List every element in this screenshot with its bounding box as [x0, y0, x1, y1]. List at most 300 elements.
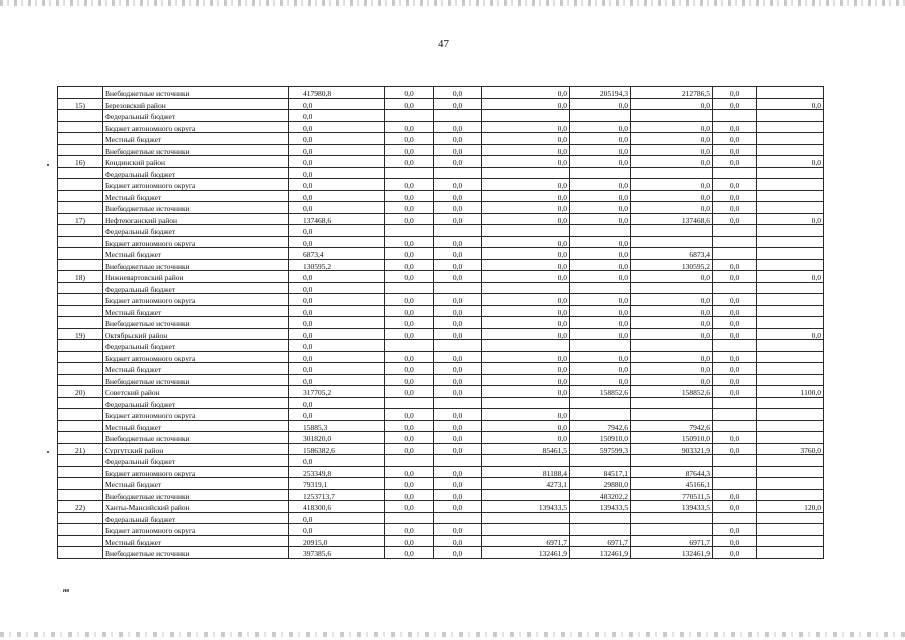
value-cell: [757, 420, 824, 432]
table-row: [58, 213, 824, 225]
value-cell: 0,0: [713, 121, 757, 133]
value-cell: 0,0: [289, 271, 385, 283]
value-cell: 597599,3: [570, 443, 631, 455]
value-cell: 0,0: [385, 547, 434, 559]
value-cell: 158852,6: [631, 386, 713, 398]
value-cell: 0,0: [713, 98, 757, 110]
value-cell: 0,0: [289, 282, 385, 294]
value-cell: [713, 512, 757, 524]
value-cell: 0,0: [570, 144, 631, 156]
value-cell: [631, 397, 713, 409]
value-cell: [631, 236, 713, 248]
row-name-cell: Бюджет автономного округа: [103, 294, 289, 306]
value-cell: [757, 294, 824, 306]
row-number-cell: 22): [58, 501, 103, 513]
row-number-cell: [58, 190, 103, 202]
value-cell: 0,0: [385, 179, 434, 191]
value-cell: 0,0: [385, 317, 434, 329]
value-cell: 0,0: [757, 156, 824, 168]
value-cell: [385, 397, 434, 409]
table-row: [58, 328, 824, 340]
value-cell: [570, 225, 631, 237]
value-cell: 0,0: [385, 87, 434, 99]
value-cell: [482, 489, 570, 501]
value-cell: 0,0: [570, 271, 631, 283]
value-cell: [482, 110, 570, 122]
row-name-cell: Местный бюджет: [103, 248, 289, 260]
table-row: [58, 225, 824, 237]
value-cell: 0,0: [385, 420, 434, 432]
value-cell: 0,0: [385, 248, 434, 260]
value-cell: 0,0: [289, 351, 385, 363]
row-name-cell: Федеральный бюджет: [103, 225, 289, 237]
row-number-cell: [58, 351, 103, 363]
value-cell: 0,0: [482, 305, 570, 317]
row-number-cell: 19): [58, 328, 103, 340]
row-number-cell: [58, 397, 103, 409]
value-cell: 85461,5: [482, 443, 570, 455]
value-cell: [713, 340, 757, 352]
value-cell: 0,0: [434, 501, 482, 513]
value-cell: 1253713,7: [289, 489, 385, 501]
value-cell: [713, 248, 757, 260]
row-number-cell: [58, 294, 103, 306]
value-cell: 0,0: [289, 374, 385, 386]
value-cell: 205194,3: [570, 87, 631, 99]
value-cell: 0,0: [482, 179, 570, 191]
value-cell: 0,0: [385, 535, 434, 547]
value-cell: 0,0: [757, 328, 824, 340]
value-cell: 0,0: [570, 213, 631, 225]
row-number-cell: [58, 179, 103, 191]
value-cell: [385, 225, 434, 237]
value-cell: [482, 455, 570, 467]
value-cell: [434, 340, 482, 352]
value-cell: 0,0: [713, 294, 757, 306]
value-cell: 0,0: [434, 248, 482, 260]
value-cell: 0,0: [713, 213, 757, 225]
value-cell: 0,0: [434, 87, 482, 99]
value-cell: 81188,4: [482, 466, 570, 478]
value-cell: 0,0: [482, 271, 570, 283]
value-cell: 0,0: [434, 202, 482, 214]
value-cell: 0,0: [713, 374, 757, 386]
value-cell: 6971,7: [570, 535, 631, 547]
value-cell: 0,0: [434, 144, 482, 156]
row-number-cell: [58, 420, 103, 432]
row-number-cell: [58, 409, 103, 421]
value-cell: 0,0: [385, 443, 434, 455]
row-number-cell: [58, 317, 103, 329]
row-name-cell: Местный бюджет: [103, 190, 289, 202]
value-cell: 770511,5: [631, 489, 713, 501]
row-name-cell: Внебюджетные источники: [103, 144, 289, 156]
value-cell: [713, 236, 757, 248]
value-cell: [757, 489, 824, 501]
value-cell: 158852,6: [570, 386, 631, 398]
value-cell: 0,0: [713, 305, 757, 317]
table-row: [58, 202, 824, 214]
value-cell: 0,0: [289, 305, 385, 317]
value-cell: 15885,3: [289, 420, 385, 432]
value-cell: 6873,4: [631, 248, 713, 260]
value-cell: [631, 167, 713, 179]
scan-speck: [47, 164, 49, 166]
value-cell: 0,0: [434, 133, 482, 145]
row-name-cell: Федеральный бюджет: [103, 110, 289, 122]
value-cell: [385, 282, 434, 294]
row-name-cell: Внебюджетные источники: [103, 87, 289, 99]
page-number: 47: [438, 38, 449, 50]
value-cell: 397385,6: [289, 547, 385, 559]
value-cell: 0,0: [713, 317, 757, 329]
value-cell: 0,0: [631, 144, 713, 156]
value-cell: 0,0: [482, 363, 570, 375]
value-cell: 0,0: [482, 236, 570, 248]
row-name-cell: Внебюджетные источники: [103, 374, 289, 386]
value-cell: 0,0: [482, 317, 570, 329]
value-cell: 0,0: [713, 144, 757, 156]
row-number-cell: [58, 455, 103, 467]
row-name-cell: Местный бюджет: [103, 305, 289, 317]
value-cell: 0,0: [570, 121, 631, 133]
value-cell: [757, 317, 824, 329]
value-cell: [713, 397, 757, 409]
table-row: [58, 478, 824, 490]
value-cell: [434, 397, 482, 409]
value-cell: 0,0: [631, 363, 713, 375]
value-cell: [757, 397, 824, 409]
value-cell: 139433,5: [570, 501, 631, 513]
value-cell: [757, 236, 824, 248]
value-cell: 150910,0: [631, 432, 713, 444]
value-cell: 0,0: [434, 121, 482, 133]
table-row: [58, 501, 824, 513]
table-row: [58, 121, 824, 133]
value-cell: 0,0: [385, 259, 434, 271]
row-number-cell: 15): [58, 98, 103, 110]
row-number-cell: [58, 466, 103, 478]
table-row: [58, 156, 824, 168]
value-cell: 0,0: [631, 374, 713, 386]
value-cell: 0,0: [385, 466, 434, 478]
value-cell: [631, 512, 713, 524]
row-name-cell: Федеральный бюджет: [103, 282, 289, 294]
value-cell: [713, 409, 757, 421]
table-row: [58, 466, 824, 478]
table-row: [58, 236, 824, 248]
row-name-cell: Внебюджетные источники: [103, 259, 289, 271]
value-cell: [757, 478, 824, 490]
value-cell: [570, 110, 631, 122]
value-cell: 0,0: [385, 144, 434, 156]
value-cell: 483202,2: [570, 489, 631, 501]
value-cell: 0,0: [482, 133, 570, 145]
table-row: [58, 190, 824, 202]
row-name-cell: Внебюджетные источники: [103, 202, 289, 214]
value-cell: 0,0: [713, 190, 757, 202]
value-cell: 0,0: [631, 98, 713, 110]
value-cell: 0,0: [289, 363, 385, 375]
value-cell: 0,0: [434, 489, 482, 501]
value-cell: 0,0: [289, 409, 385, 421]
row-name-cell: Кондинский район: [103, 156, 289, 168]
value-cell: 0,0: [385, 386, 434, 398]
table-row: [58, 87, 824, 99]
row-number-cell: [58, 478, 103, 490]
value-cell: [757, 190, 824, 202]
value-cell: 132461,9: [570, 547, 631, 559]
row-name-cell: Сургутский район: [103, 443, 289, 455]
value-cell: 6971,7: [482, 535, 570, 547]
value-cell: 0,0: [434, 98, 482, 110]
value-cell: 0,0: [434, 190, 482, 202]
table-body: [58, 87, 824, 559]
table-row: [58, 397, 824, 409]
value-cell: 0,0: [289, 236, 385, 248]
table-row: [58, 420, 824, 432]
row-name-cell: Бюджет автономного округа: [103, 236, 289, 248]
row-number-cell: [58, 248, 103, 260]
row-number-cell: [58, 133, 103, 145]
table-row: [58, 144, 824, 156]
value-cell: 0,0: [385, 98, 434, 110]
value-cell: [482, 225, 570, 237]
value-cell: 0,0: [385, 351, 434, 363]
row-name-cell: Внебюджетные источники: [103, 489, 289, 501]
value-cell: 0,0: [434, 466, 482, 478]
value-cell: 0,0: [434, 524, 482, 536]
value-cell: 1100,0: [757, 386, 824, 398]
row-number-cell: 20): [58, 386, 103, 398]
value-cell: 0,0: [631, 179, 713, 191]
row-number-cell: [58, 524, 103, 536]
value-cell: 0,0: [713, 432, 757, 444]
value-cell: 0,0: [385, 328, 434, 340]
value-cell: 0,0: [713, 202, 757, 214]
value-cell: 0,0: [434, 420, 482, 432]
value-cell: 0,0: [631, 156, 713, 168]
row-number-cell: [58, 489, 103, 501]
value-cell: 1586382,6: [289, 443, 385, 455]
value-cell: 0,0: [289, 144, 385, 156]
row-number-cell: [58, 282, 103, 294]
value-cell: [757, 363, 824, 375]
value-cell: 0,0: [385, 133, 434, 145]
value-cell: [631, 524, 713, 536]
value-cell: [757, 259, 824, 271]
value-cell: 0,0: [482, 213, 570, 225]
value-cell: 0,0: [570, 328, 631, 340]
value-cell: 0,0: [385, 524, 434, 536]
value-cell: 0,0: [757, 213, 824, 225]
value-cell: [757, 225, 824, 237]
row-number-cell: [58, 374, 103, 386]
value-cell: 7942,6: [570, 420, 631, 432]
value-cell: [570, 409, 631, 421]
value-cell: [570, 512, 631, 524]
row-name-cell: Местный бюджет: [103, 133, 289, 145]
row-name-cell: Местный бюджет: [103, 478, 289, 490]
table-row: [58, 340, 824, 352]
value-cell: 0,0: [713, 133, 757, 145]
value-cell: 0,0: [570, 248, 631, 260]
value-cell: 0,0: [631, 133, 713, 145]
value-cell: 0,0: [713, 156, 757, 168]
value-cell: 0,0: [713, 489, 757, 501]
value-cell: 0,0: [570, 133, 631, 145]
value-cell: 0,0: [713, 87, 757, 99]
value-cell: 0,0: [289, 98, 385, 110]
value-cell: 0,0: [385, 432, 434, 444]
value-cell: [757, 432, 824, 444]
value-cell: 0,0: [631, 121, 713, 133]
table-row: [58, 489, 824, 501]
value-cell: [482, 167, 570, 179]
value-cell: [757, 144, 824, 156]
value-cell: 0,0: [713, 328, 757, 340]
value-cell: 0,0: [570, 190, 631, 202]
scan-artifact-top: [0, 0, 905, 6]
value-cell: 6873,4: [289, 248, 385, 260]
value-cell: [385, 340, 434, 352]
value-cell: 417980,8: [289, 87, 385, 99]
value-cell: 0,0: [385, 271, 434, 283]
scan-artifact-bottom: [0, 632, 905, 637]
value-cell: 0,0: [713, 271, 757, 283]
value-cell: [757, 409, 824, 421]
table-row: [58, 179, 824, 191]
value-cell: 0,0: [482, 248, 570, 260]
value-cell: 0,0: [289, 133, 385, 145]
value-cell: [713, 167, 757, 179]
value-cell: 0,0: [482, 294, 570, 306]
value-cell: 0,0: [570, 236, 631, 248]
table-row: [58, 248, 824, 260]
value-cell: 0,0: [631, 317, 713, 329]
value-cell: 0,0: [757, 98, 824, 110]
value-cell: 0,0: [385, 305, 434, 317]
value-cell: 130595,2: [289, 259, 385, 271]
row-name-cell: Федеральный бюджет: [103, 397, 289, 409]
row-name-cell: Бюджет автономного округа: [103, 466, 289, 478]
value-cell: 0,0: [631, 351, 713, 363]
table-row: [58, 271, 824, 283]
value-cell: 0,0: [385, 213, 434, 225]
value-cell: 0,0: [385, 409, 434, 421]
value-cell: 0,0: [570, 363, 631, 375]
value-cell: [631, 282, 713, 294]
value-cell: 0,0: [434, 535, 482, 547]
value-cell: [713, 110, 757, 122]
value-cell: 301820,0: [289, 432, 385, 444]
value-cell: 0,0: [482, 190, 570, 202]
value-cell: [631, 225, 713, 237]
value-cell: 0,0: [482, 259, 570, 271]
value-cell: [713, 455, 757, 467]
value-cell: 0,0: [482, 144, 570, 156]
value-cell: 0,0: [434, 305, 482, 317]
value-cell: [482, 340, 570, 352]
row-name-cell: Федеральный бюджет: [103, 455, 289, 467]
value-cell: [631, 455, 713, 467]
value-cell: [385, 167, 434, 179]
value-cell: 0,0: [713, 547, 757, 559]
value-cell: 0,0: [289, 202, 385, 214]
table-row: [58, 443, 824, 455]
value-cell: 0,0: [713, 501, 757, 513]
value-cell: 0,0: [482, 156, 570, 168]
value-cell: 0,0: [434, 213, 482, 225]
value-cell: 0,0: [570, 179, 631, 191]
value-cell: 6971,7: [631, 535, 713, 547]
value-cell: [385, 110, 434, 122]
table-row: [58, 374, 824, 386]
row-number-cell: [58, 121, 103, 133]
value-cell: 0,0: [289, 524, 385, 536]
value-cell: [713, 282, 757, 294]
value-cell: 0,0: [385, 363, 434, 375]
row-number-cell: 17): [58, 213, 103, 225]
table-row: [58, 432, 824, 444]
value-cell: 0,0: [385, 294, 434, 306]
value-cell: 0,0: [482, 432, 570, 444]
value-cell: 0,0: [289, 512, 385, 524]
value-cell: 79319,1: [289, 478, 385, 490]
value-cell: [482, 512, 570, 524]
value-cell: 0,0: [482, 87, 570, 99]
row-number-cell: [58, 259, 103, 271]
value-cell: 0,0: [631, 190, 713, 202]
value-cell: [482, 397, 570, 409]
value-cell: 0,0: [434, 478, 482, 490]
row-name-cell: Березовский район: [103, 98, 289, 110]
row-name-cell: Ханты-Мансийский район: [103, 501, 289, 513]
value-cell: [434, 225, 482, 237]
row-number-cell: [58, 340, 103, 352]
value-cell: 0,0: [482, 386, 570, 398]
value-cell: 0,0: [434, 156, 482, 168]
value-cell: [757, 133, 824, 145]
row-number-cell: [58, 144, 103, 156]
value-cell: 87644,3: [631, 466, 713, 478]
value-cell: [631, 110, 713, 122]
value-cell: 0,0: [289, 340, 385, 352]
value-cell: 0,0: [482, 121, 570, 133]
row-name-cell: Внебюджетные источники: [103, 317, 289, 329]
value-cell: 0,0: [434, 432, 482, 444]
row-number-cell: [58, 305, 103, 317]
value-cell: 253349,8: [289, 466, 385, 478]
budget-table: [57, 86, 824, 559]
value-cell: 139433,5: [482, 501, 570, 513]
value-cell: [482, 524, 570, 536]
value-cell: 0,0: [757, 271, 824, 283]
row-number-cell: [58, 535, 103, 547]
row-name-cell: Внебюджетные источники: [103, 547, 289, 559]
value-cell: 0,0: [385, 121, 434, 133]
value-cell: 0,0: [482, 202, 570, 214]
row-number-cell: [58, 512, 103, 524]
row-name-cell: Федеральный бюджет: [103, 340, 289, 352]
table-row: [58, 133, 824, 145]
value-cell: 0,0: [570, 202, 631, 214]
row-number-cell: 16): [58, 156, 103, 168]
value-cell: [434, 167, 482, 179]
value-cell: 0,0: [385, 478, 434, 490]
table-row: [58, 547, 824, 559]
value-cell: 7942,6: [631, 420, 713, 432]
